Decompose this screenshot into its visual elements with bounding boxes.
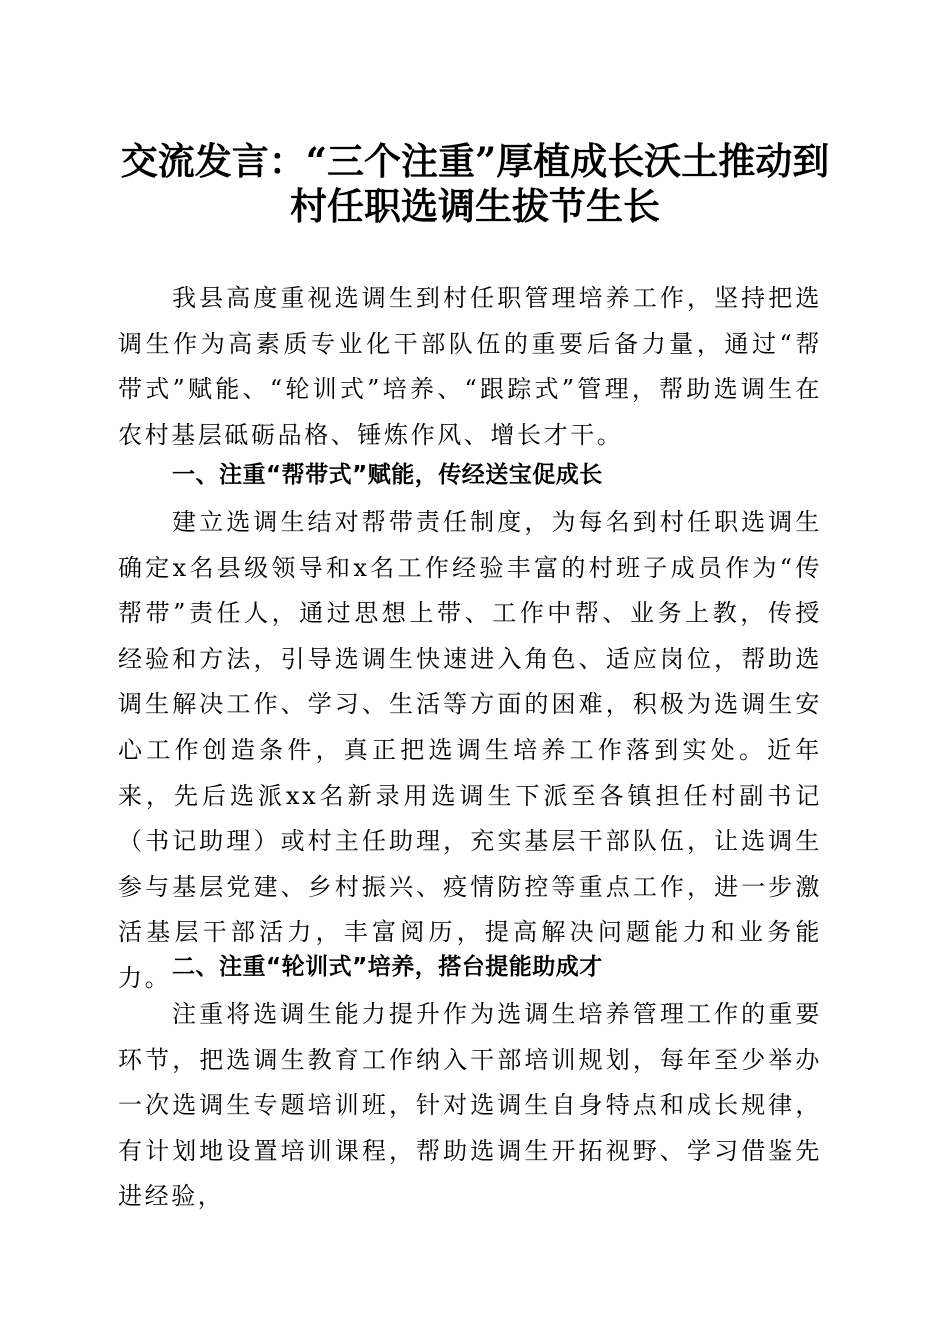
document-title-line-1: 交流发言：“三个注重”厚植成长沃土推动到	[120, 139, 830, 183]
section-2-heading: 二、注重“轮训式”培养，搭台提能助成才	[172, 954, 603, 980]
document-title-line-2: 村任职选调生拔节生长	[290, 184, 660, 228]
section-2-paragraph: 注重将选调生能力提升作为选调生培养管理工作的重要环节，把选调生教育工作纳入干部培训规划，每年至少举办一次选调生专题培训班，针对选调生自身特点和成长规律，有计划地设置培训课程，帮助选调生开拓视野、学习借鉴先进经验，	[118, 1000, 822, 1211]
intro-paragraph: 我县高度重视选调生到村任职管理培养工作，坚持把选调生作为高素质专业化干部队伍的重要后备力量，通过“帮带式”赋能、“轮训式”培养、“跟踪式”管理，帮助选调生在农村基层砥砺品格、锤炼作风、增长才干。	[118, 284, 822, 449]
section-1-paragraph: 建立选调生结对帮带责任制度，为每名到村任职选调生确定x名县级领导和x名工作经验丰富的村班子成员作为“传帮带”责任人，通过思想上带、工作中帮、业务上教，传授经验和方法，引导选调生快速进入角色、适应岗位，帮助选调生解决工作、学习、生活等方面的困难，积极为选调生安心工作创造条件，真正把选调生培养工作落到实处。近年来，先后选派xx名新录用选调生下派至各镇担任村副书记（书记助理）或村主任助理，充实基层干部队伍，让选调生参与基层党建、乡村振兴、疫情防控等重点工作，进一步激活基层干部活力，丰富阅历，提高解决问题能力和业务能力。	[118, 508, 822, 992]
section-1-heading: 一、注重“帮带式”赋能，传经送宝促成长	[172, 462, 603, 488]
